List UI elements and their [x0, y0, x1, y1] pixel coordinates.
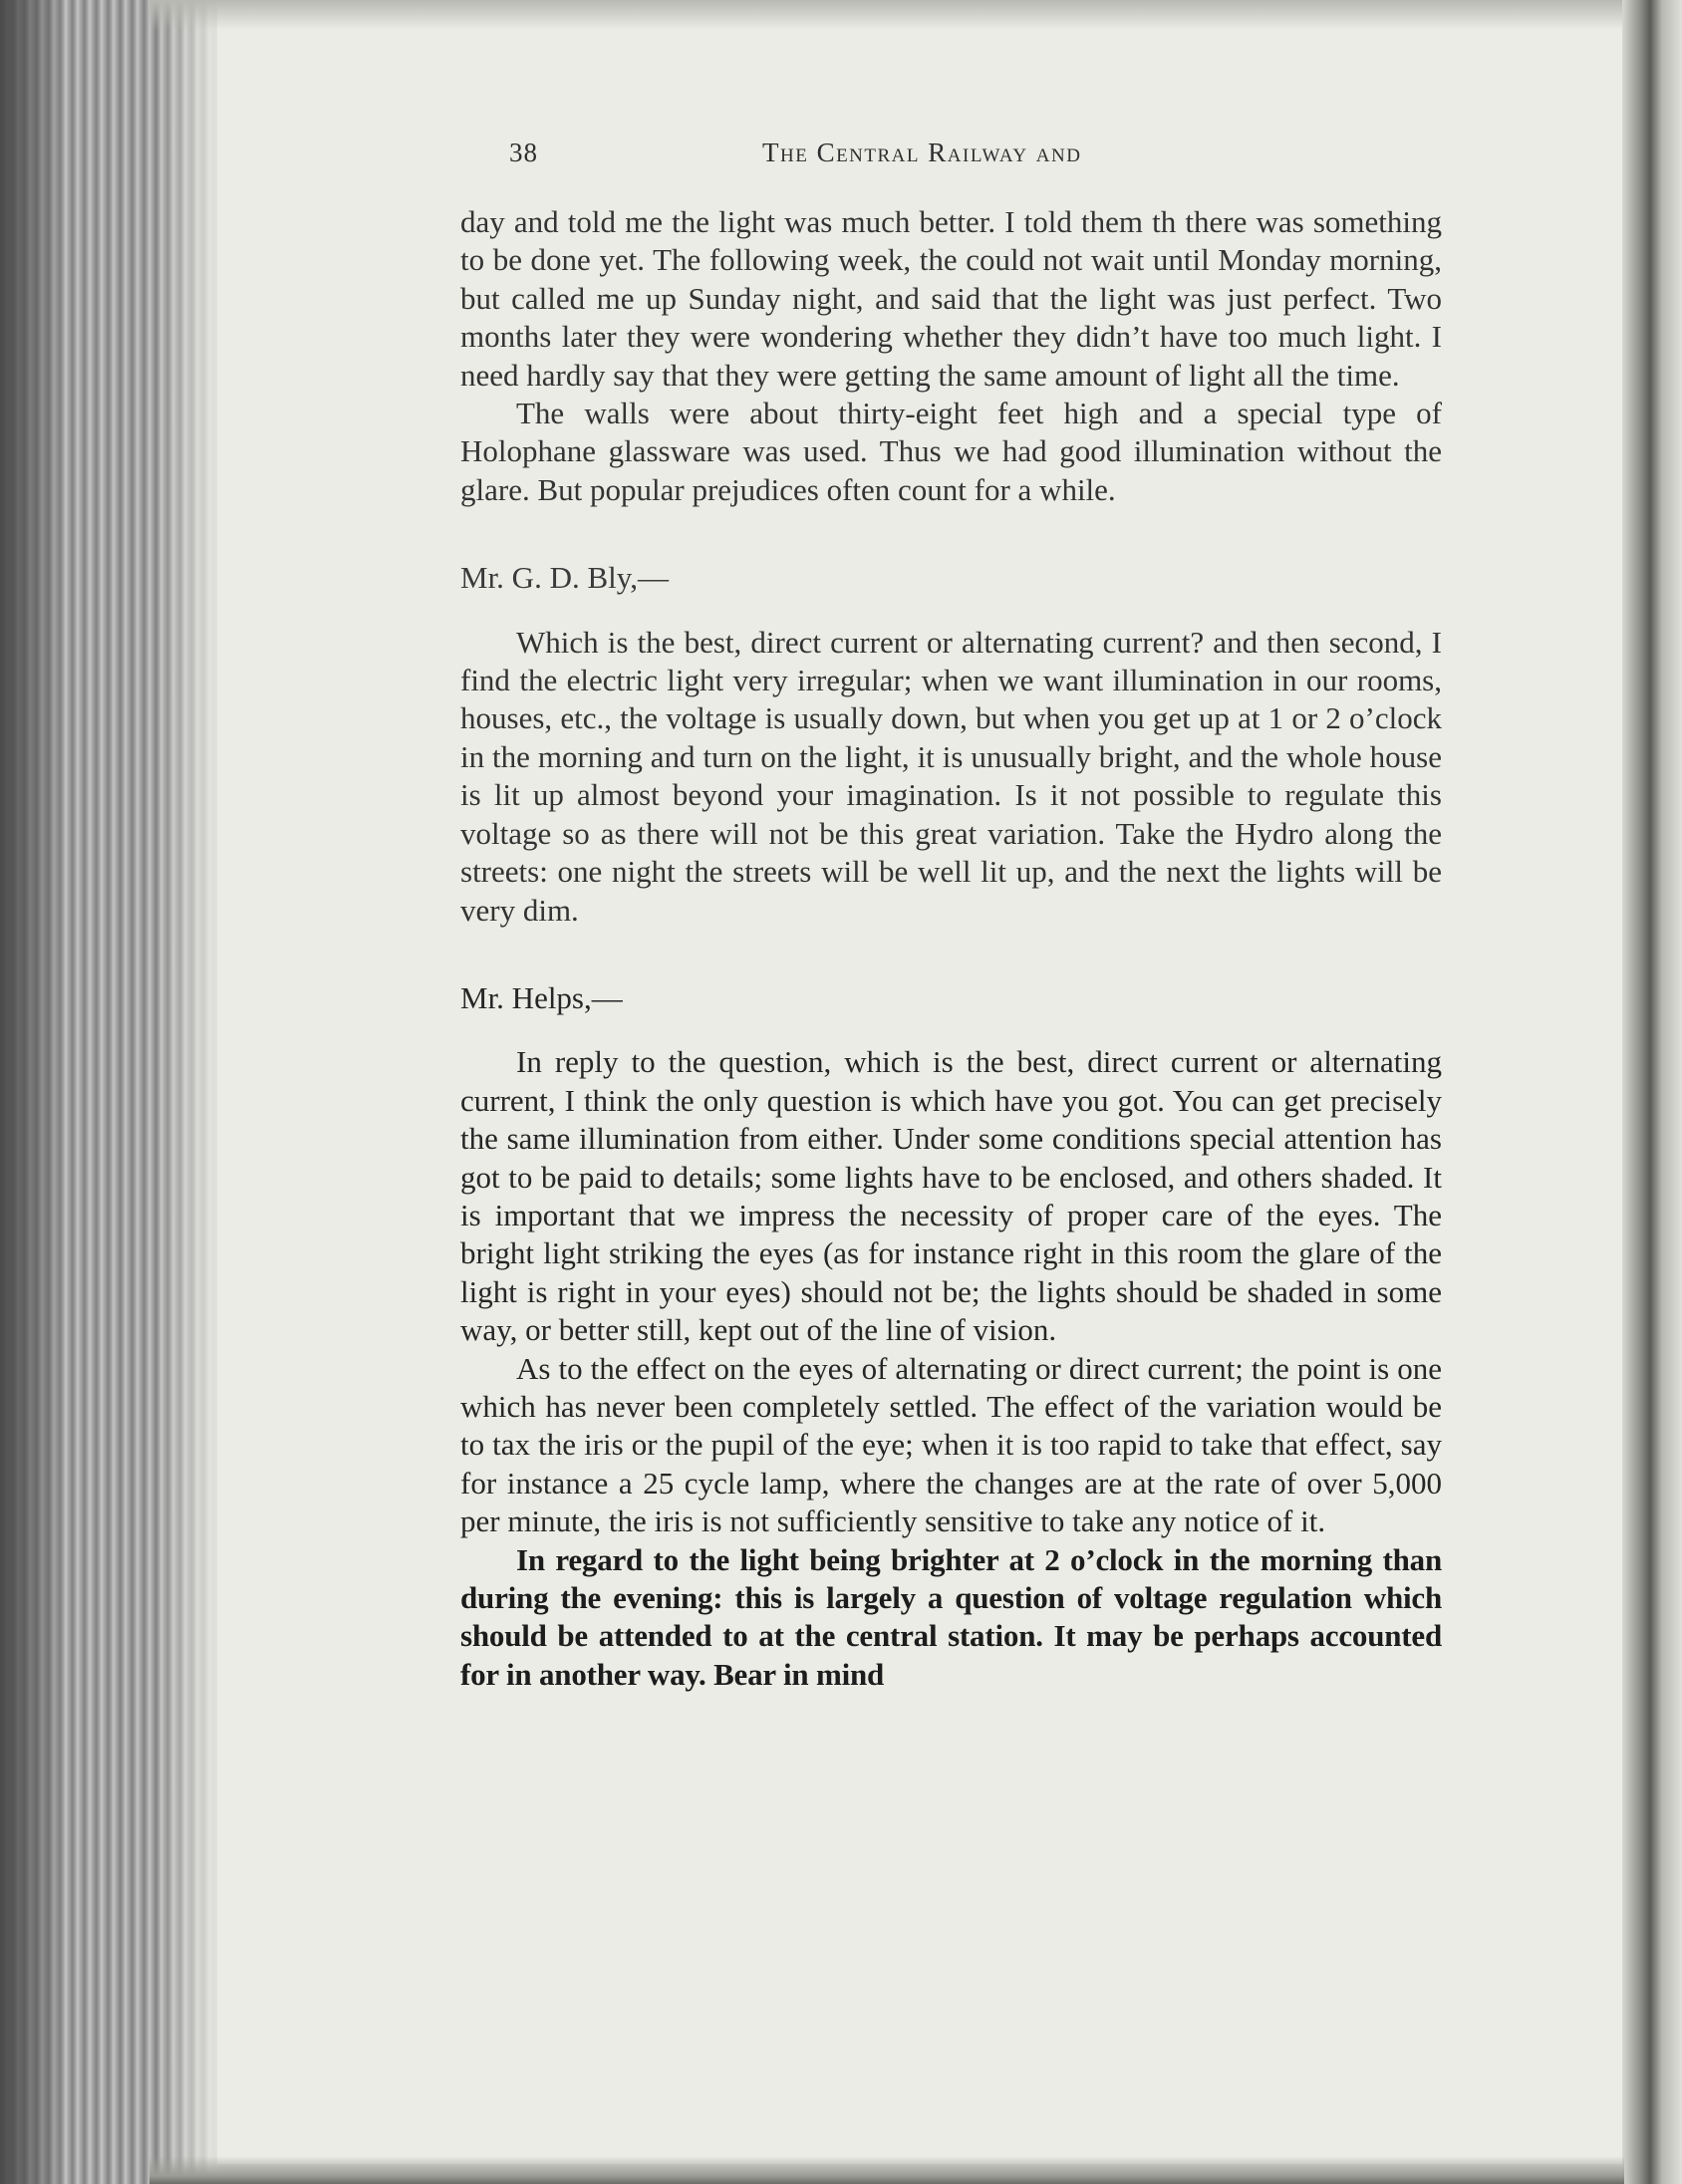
body-text — [460, 203, 1442, 1694]
page-number: 38 — [509, 137, 538, 167]
paragraph: As to the effect on the eyes of alternating or direct current; the point is one which has never been completely settled. The effect of the variation would be to tax the iris or the pupil of the eye; when it is too rapid to take that effect, say for instance a 25 cycle lamp, where the changes are at the rate of over 5,000 per minute, the iris is not sufficiently sensitive to take any notice of it. — [460, 1350, 1442, 1539]
speaker-heading: Mr. G. D. Bly,— — [460, 560, 669, 596]
book-spine-shadow — [0, 0, 60, 2184]
paragraph: day and told me the light was much better. I told them th there was something to be done yet. The following week, the could not wait until Monday morning, but called me up Sunday night, and said that the light was just perfect. Two months later they were wondering whether they didn’t have too much light. I need hardly say that they were getting the same amount of light all the time. — [460, 204, 1442, 393]
page-top-edge — [149, 0, 1624, 30]
paragraph: The walls were about thirty-eight feet high and a special type of Holophane glassware was used. Thus we had good illumination without the glare. But popular prejudices often count for a while. — [460, 396, 1442, 507]
page-bottom-edge — [149, 2156, 1624, 2184]
page-gutter — [1622, 0, 1682, 2184]
page-header — [509, 137, 1526, 177]
running-title: The Central Railway and — [762, 137, 1082, 167]
paragraph: Which is the best, direct current or alternating current? and then second, I find the electric light very irregular; when we want illumination in our rooms, houses, etc., the voltage is usually down, but when you get up at 1 or 2 o’clock in the morning and turn on the light, it is unusually bright, and the whole house is lit up almost beyond your imagination. Is it not possible to regulate this voltage so as there will not be this great variation. Take the Hydro along the streets: one night the streets will be well lit up, and the next the lights will be very dim. — [460, 624, 1442, 928]
speaker-heading: Mr. Helps,— — [460, 979, 623, 1015]
paragraph: In reply to the question, which is the best, direct current or alternating current, I think the only question is which have you got. You can get precisely the same illumination from either. Under some conditions special attention has got to be paid to details; some lights have to be enclosed, and others shaded. It is important that we impress the necessity of proper care of the eyes. The bright light striking the eyes (as for instance right in this room the glare of the light is right in your eyes) should not be; the lights should be shaded in some way, or better still, kept out of the line of vision. — [460, 1044, 1442, 1348]
paragraph: In regard to the light being brighter at 2 o’clock in the morning than during the evening: this is largely a question of voltage regulation which should be attended to at the central station. It may be perhaps accounted for in another way. Bear in mind — [460, 1541, 1442, 1692]
